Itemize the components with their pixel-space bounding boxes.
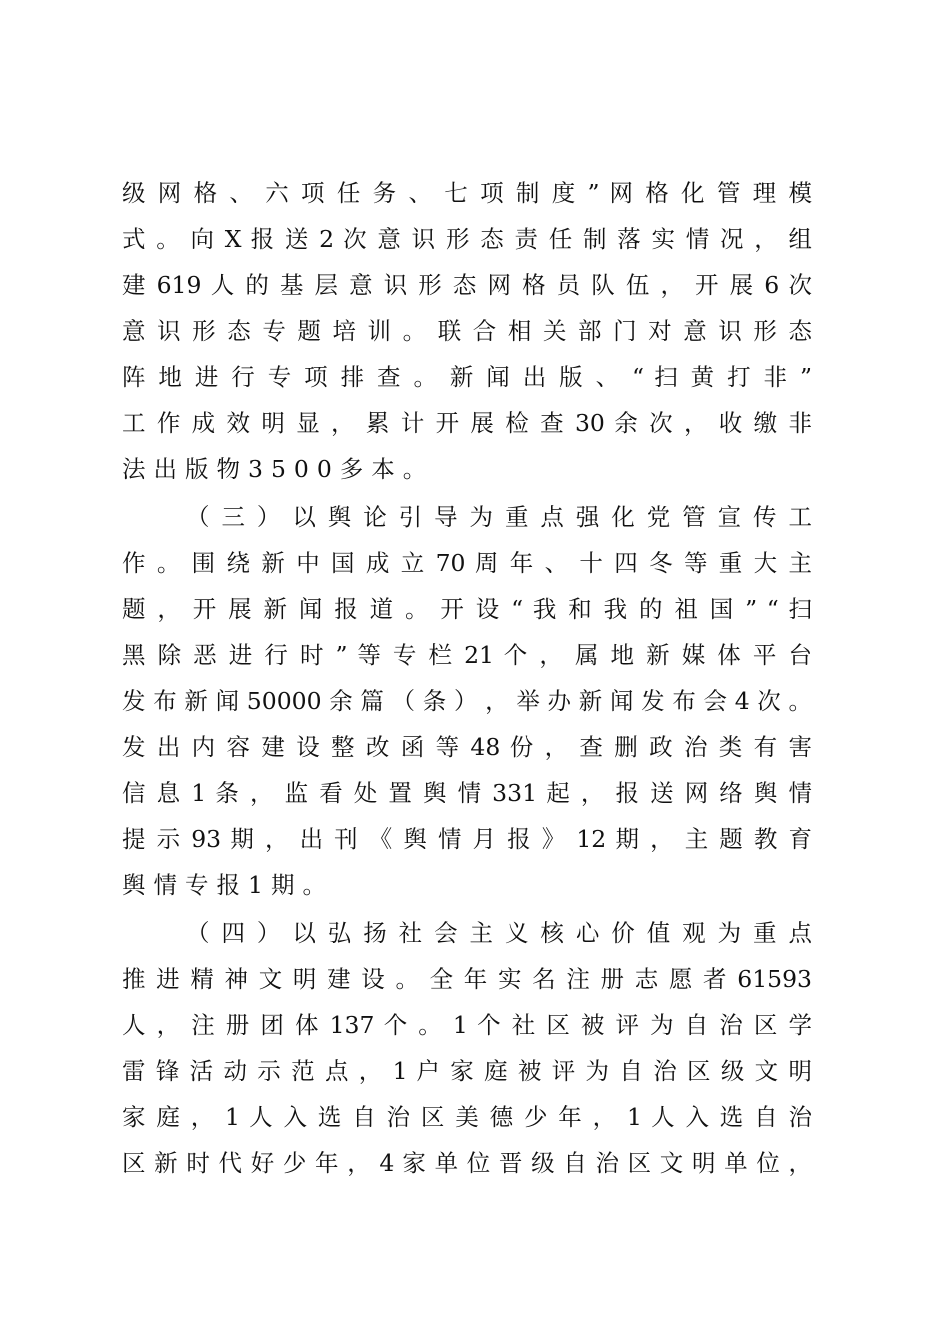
text-line-13: 发 出 内 容 建 设 整 改 函 等 48 份 ， 查 删 政 治 类 有 害 <box>122 733 812 761</box>
section-heading-3: （ 三 ） 以 舆 论 引 导 为 重 点 强 化 党 管 宣 传 工 <box>186 503 812 531</box>
text-line-7: 法出版物3500多本。 <box>122 455 435 483</box>
text-line-14: 信 息 1 条 ， 监 看 处 置 舆 情 331 起 ， 报 送 网 络 舆 情 <box>122 779 812 807</box>
text-line-4: 意 识 形 态 专 题 培 训 。 联 合 相 关 部 门 对 意 识 形 态 <box>122 317 812 345</box>
text-line-21: 家 庭 ， 1 人 入 选 自 治 区 美 德 少 年 ， 1 人 入 选 自 治 <box>122 1103 812 1131</box>
text-line-19: 人 ， 注 册 团 体 137 个 。 1 个 社 区 被 评 为 自 治 区 学 <box>122 1011 812 1039</box>
text-line-18: 推 进 精 神 文 明 建 设 。 全 年 实 名 注 册 志 愿 者 61593 <box>122 965 812 993</box>
section-heading-4: （ 四 ） 以 弘 扬 社 会 主 义 核 心 价 值 观 为 重 点 <box>186 919 812 947</box>
text-line-15: 提 示 93 期 ， 出 刊 《 舆 情 月 报 》 12 期 ， 主 题 教 育 <box>122 825 812 853</box>
text-line-12: 发 布 新 闻 50000 余 篇 （ 条 ） ， 举 办 新 闻 发 布 会 4 次 。 <box>122 687 812 715</box>
text-line-22: 区 新 时 代 好 少 年 ， 4 家 单 位 晋 级 自 治 区 文 明 单 位 ， <box>122 1149 812 1177</box>
text-line-5: 阵 地 进 行 专 项 排 查 。 新 闻 出 版 、 “ 扫 黄 打 非 ” <box>122 363 812 391</box>
text-line-1: 级 网 格 、 六 项 任 务 、 七 项 制 度 ” 网 格 化 管 理 模 <box>122 179 812 207</box>
text-line-10: 题 ， 开 展 新 闻 报 道 。 开 设 “ 我 和 我 的 祖 国 ” “ 扫 <box>122 595 812 623</box>
text-line-9: 作 。 围 绕 新 中 国 成 立 70 周 年 、 十 四 冬 等 重 大 主 <box>122 549 812 577</box>
text-line-3: 建 619 人 的 基 层 意 识 形 态 网 格 员 队 伍 ， 开 展 6 次 <box>122 271 812 299</box>
text-line-16: 舆情专报1期。 <box>122 871 334 899</box>
text-line-20: 雷 锋 活 动 示 范 点 ， 1 户 家 庭 被 评 为 自 治 区 级 文 明 <box>122 1057 812 1085</box>
text-line-11: 黑 除 恶 进 行 时 ” 等 专 栏 21 个 ， 属 地 新 媒 体 平 台 <box>122 641 812 669</box>
text-line-6: 工 作 成 效 明 显 ， 累 计 开 展 检 查 30 余 次 ， 收 缴 非 <box>122 409 812 437</box>
text-line-2: 式 。 向 X 报 送 2 次 意 识 形 态 责 任 制 落 实 情 况 ， 组 <box>122 225 812 253</box>
